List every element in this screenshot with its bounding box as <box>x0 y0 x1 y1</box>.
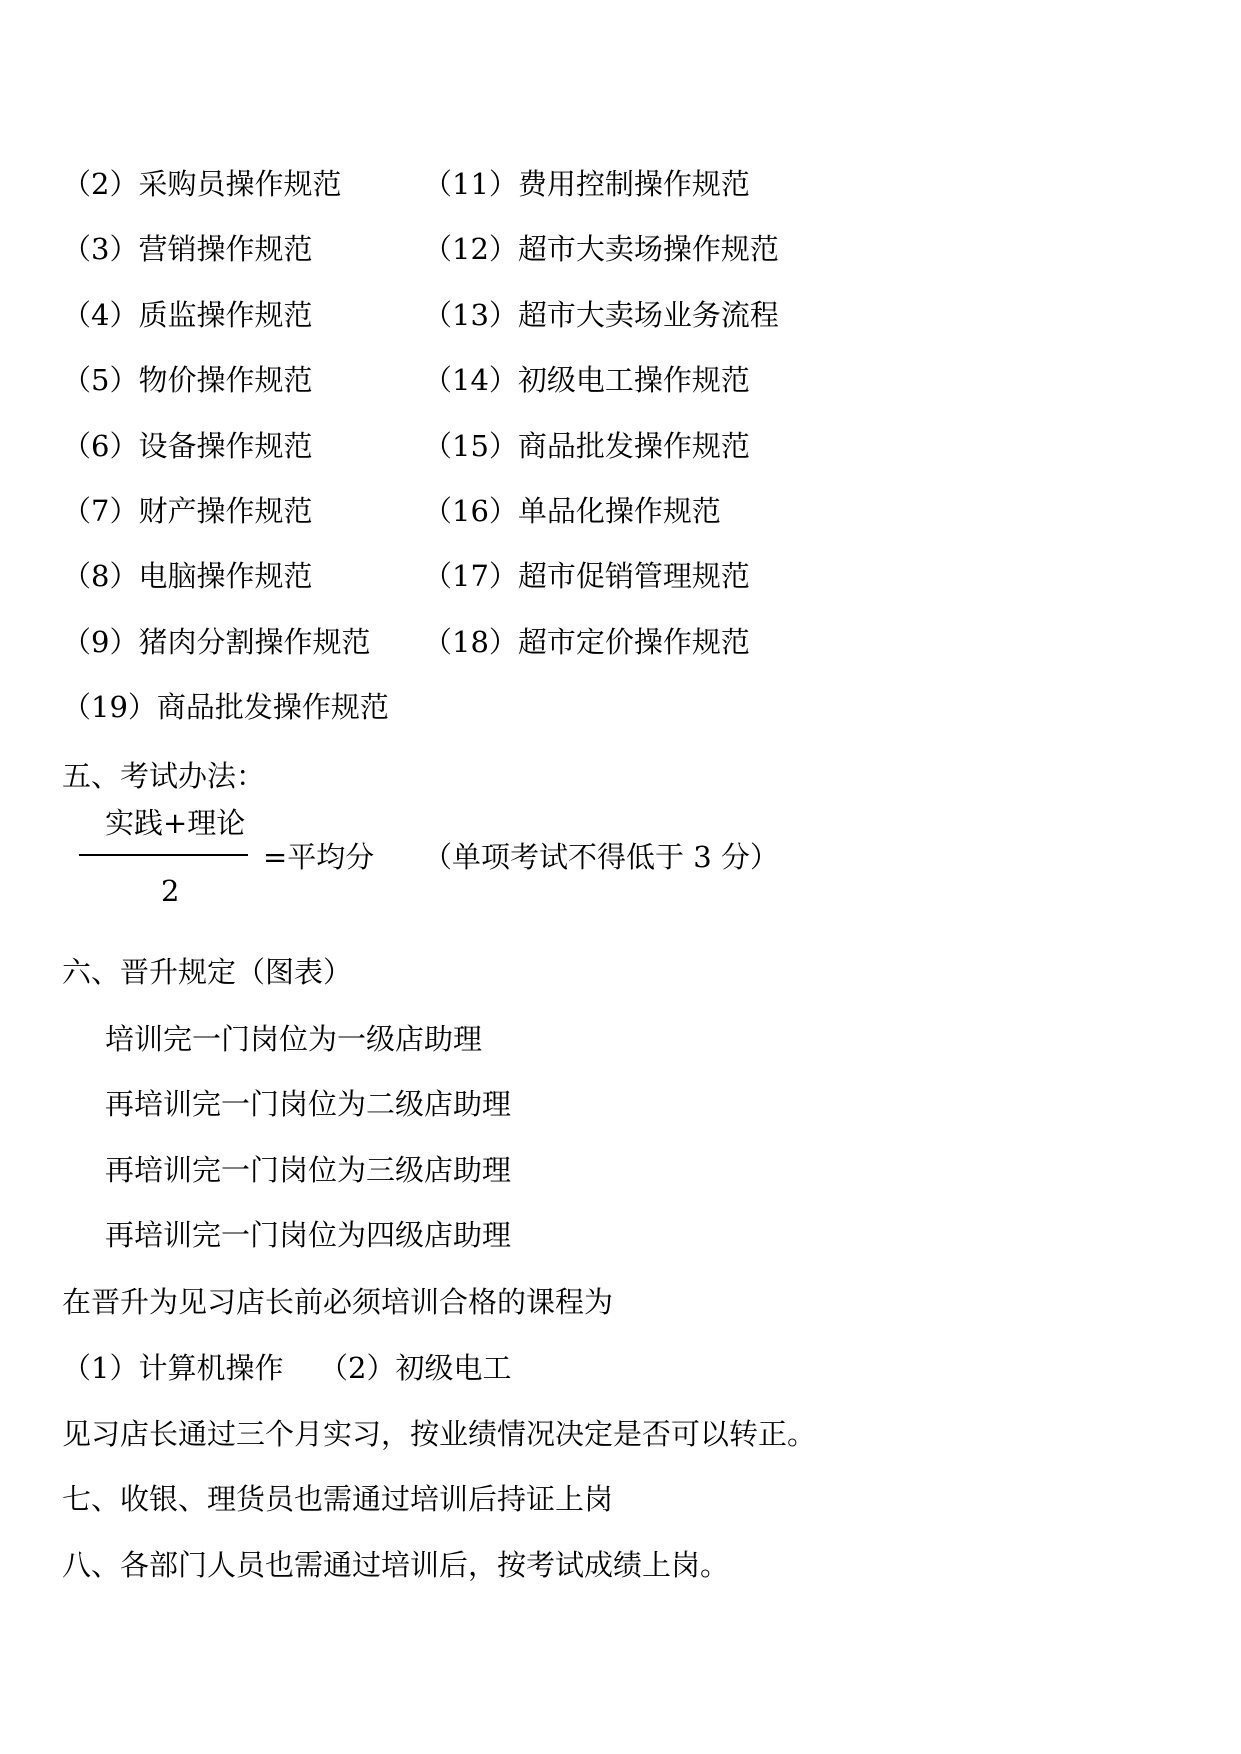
list-item: （5）物价操作规范 <box>62 363 313 397</box>
formula-numerator: 实践+理论 <box>105 806 246 840</box>
list-item: （19）商品批发操作规范 <box>62 690 389 724</box>
list-item: （3）营销操作规范 <box>62 232 313 266</box>
section-heading: 六、晋升规定（图表） <box>62 955 353 989</box>
prereq-intro: 在晋升为见习店长前必须培训合格的课程为 <box>62 1285 614 1319</box>
list-item: （12）超市大卖场操作规范 <box>423 232 779 266</box>
list-item: （13）超市大卖场业务流程 <box>423 298 779 332</box>
list-item: （8）电脑操作规范 <box>62 559 313 593</box>
section-heading: 八、各部门人员也需通过培训后，按考试成绩上岗。 <box>62 1548 730 1582</box>
list-item: （9）猪肉分割操作规范 <box>62 625 371 659</box>
probation-text: 见习店长通过三个月实习，按业绩情况决定是否可以转正。 <box>62 1417 817 1451</box>
section-heading: 七、收银、理货员也需通过培训后持证上岗 <box>62 1482 614 1516</box>
course-item: （1）计算机操作 <box>62 1351 284 1385</box>
list-item: （11）费用控制操作规范 <box>423 167 750 201</box>
formula-result: =平均分 <box>263 840 375 874</box>
list-item: （18）超市定价操作规范 <box>423 625 750 659</box>
promotion-level: 再培训完一门岗位为四级店助理 <box>105 1218 512 1252</box>
promotion-level: 再培训完一门岗位为三级店助理 <box>105 1153 512 1187</box>
list-item: （15）商品批发操作规范 <box>423 429 750 463</box>
promotion-level: 培训完一门岗位为一级店助理 <box>105 1022 483 1056</box>
section-heading: 五、考试办法： <box>62 759 266 793</box>
fraction-line <box>79 854 248 856</box>
list-item: （4）质监操作规范 <box>62 298 313 332</box>
promotion-level: 再培训完一门岗位为二级店助理 <box>105 1087 512 1121</box>
list-item: （14）初级电工操作规范 <box>423 363 750 397</box>
course-item: （2）初级电工 <box>319 1351 512 1385</box>
list-item: （16）单品化操作规范 <box>423 494 721 528</box>
list-item: （2）采购员操作规范 <box>62 167 342 201</box>
list-item: （6）设备操作规范 <box>62 429 313 463</box>
list-item: （7）财产操作规范 <box>62 494 313 528</box>
list-item: （17）超市促销管理规范 <box>423 559 750 593</box>
formula-note: （单项考试不得低于 3 分） <box>423 840 779 874</box>
formula-denominator: 2 <box>161 874 180 908</box>
